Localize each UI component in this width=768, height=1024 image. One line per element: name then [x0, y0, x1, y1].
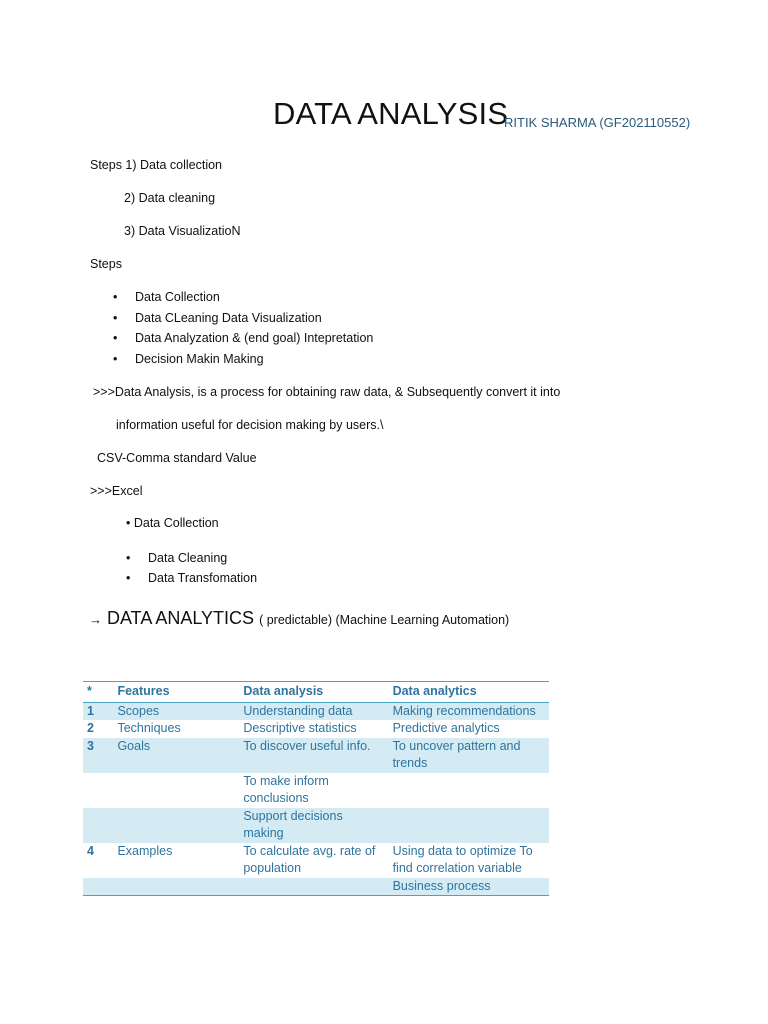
table-cell: 1: [83, 702, 113, 720]
table-cell: Goals: [113, 738, 239, 773]
table-cell: Techniques: [117, 721, 181, 735]
table-row: [83, 720, 549, 738]
bullet-icon: •: [113, 311, 118, 325]
table-cell: 2: [87, 721, 94, 735]
step-line-1: Steps 1) Data collection: [90, 158, 223, 172]
table-row: [83, 702, 549, 720]
steps-bullet-item: [113, 352, 264, 366]
step-line-3: 3) Data VisualizatioN: [124, 224, 241, 238]
page-title: [273, 96, 508, 132]
table-header-cell: Data analysis: [239, 682, 388, 703]
definition-line-1: >>>Data Analysis, is a process for obtaining raw data, & Subsequently convert it into: [93, 385, 561, 399]
bullet-text: Data Cleaning: [148, 551, 228, 565]
table-cell: To calculate avg. rate of population: [243, 843, 376, 875]
table-row: [83, 773, 549, 808]
table-row: [83, 738, 549, 773]
bullet-text: Data Transfomation: [148, 571, 258, 585]
table-cell: [83, 773, 113, 808]
table-cell: [389, 808, 549, 843]
table-cell: Scopes: [113, 702, 239, 720]
bullet-icon: •: [113, 331, 118, 345]
table-cell: [113, 878, 239, 896]
excel-label: >>>Excel: [90, 484, 143, 498]
bullet-text: Data CLeaning Data Visualization: [135, 311, 322, 325]
analytics-title: DATA ANALYTICS: [107, 608, 255, 628]
steps-bullet-item: [113, 331, 373, 345]
table-cell: [83, 808, 113, 843]
table-cell: [239, 878, 388, 896]
author-line: RITIK SHARMA (GF202110552): [504, 115, 691, 130]
table-cell: Support decisions making: [239, 808, 388, 843]
steps-bullet-item: [113, 290, 220, 304]
excel-item-collection: [126, 516, 219, 530]
bullet-text: Data Collection: [135, 290, 220, 304]
table-row: [83, 808, 549, 843]
table-row: [83, 843, 549, 878]
table-cell: 4: [87, 843, 94, 858]
bullet-icon: •: [113, 352, 118, 366]
table-cell: To discover useful info.: [239, 738, 388, 773]
table-cell: [83, 878, 113, 896]
table-cell: [113, 808, 239, 843]
steps-label: Steps: [90, 257, 122, 271]
bullet-text: Decision Makin Making: [135, 352, 264, 366]
table-header-cell: Features: [113, 682, 239, 703]
csv-note: CSV-Comma standard Value: [97, 451, 257, 465]
right-arrow-icon: →: [89, 612, 102, 627]
table-cell: To make inform conclusions: [243, 773, 329, 805]
table-cell: [113, 773, 239, 808]
comparison-table: [83, 681, 549, 896]
table-cell: To uncover pattern and trends: [389, 738, 549, 773]
table-cell: Understanding data: [239, 702, 388, 720]
title-text: DATA ANALYSIS: [273, 96, 509, 131]
analytics-note: ( predictable) (Machine Learning Automation): [259, 613, 510, 627]
table-cell: [389, 773, 549, 808]
excel-bullet-item: [126, 571, 257, 585]
table-cell: Descriptive statistics: [243, 721, 357, 735]
step-line-2: 2) Data cleaning: [124, 191, 216, 205]
bullet-icon: •: [113, 290, 118, 304]
bullet-icon: •: [126, 551, 131, 565]
steps-bullet-item: [113, 311, 322, 325]
bullet-icon: •: [126, 571, 131, 585]
excel-bullet-item: [126, 551, 227, 565]
bullet-icon: •: [126, 516, 134, 530]
table-header-row: [83, 682, 549, 703]
bullet-text: Data Analyzation & (end goal) Intepretation: [135, 331, 374, 345]
table-row: [83, 878, 549, 896]
table-header-cell: *: [83, 682, 113, 703]
table-cell: Using data to optimize To find correlation variable: [392, 843, 533, 875]
analytics-heading: [89, 608, 509, 629]
table-cell: Examples: [117, 843, 173, 858]
excel-item-text: Data Collection: [133, 516, 219, 530]
table-cell: 3: [83, 738, 113, 773]
table-cell: Business process: [389, 878, 549, 896]
table-header-cell: Data analytics: [389, 682, 549, 703]
table-cell: Making recommendations: [389, 702, 549, 720]
definition-line-2: information useful for decision making by users.\: [116, 418, 384, 432]
table-cell: Predictive analytics: [392, 721, 500, 735]
